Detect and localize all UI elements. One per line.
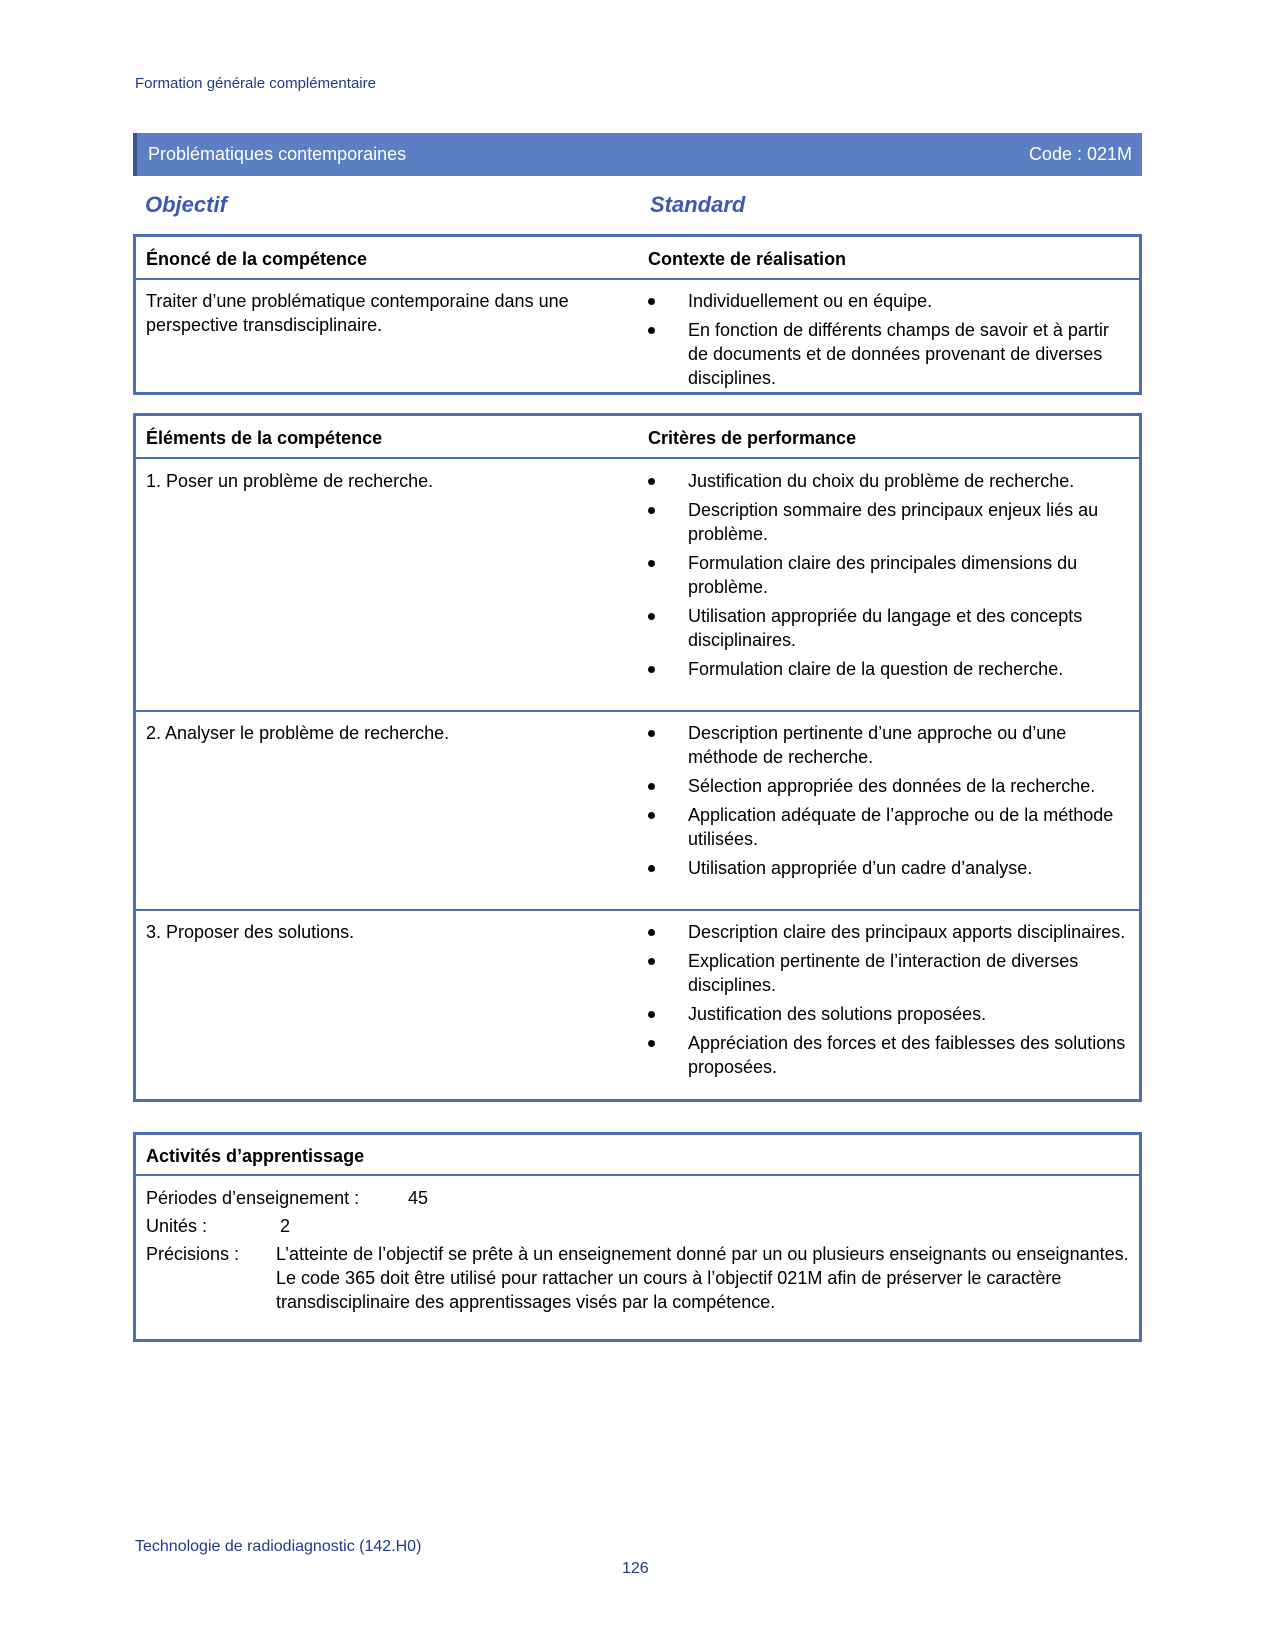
criterion-item: Application adéquate de l’approche ou de la méthode utilisées. [648,803,1128,851]
criterion-item: Justification du choix du problème de recherche. [648,469,1128,493]
bullet-icon [648,1040,655,1047]
bullet-icon [648,1011,655,1018]
context-list [648,289,1128,395]
objective-label: Objectif [145,192,227,217]
criteria-header: Critères de performance [648,428,857,448]
element-label: 1. Poser un problème de recherche. [146,471,434,491]
element-row-3 [136,909,1139,1101]
elements-header: Éléments de la compétence [146,428,383,448]
periods-value: 45 [408,1188,429,1208]
element-row-2 [136,710,1139,909]
criterion-item: Formulation claire de la question de recherche. [648,657,1128,681]
bullet-icon [648,783,655,790]
bullet-icon [648,812,655,819]
statement-header: Énoncé de la compétence [146,249,368,269]
course-code: Code : 021M [1028,144,1132,164]
competence-statement: Traiter d’une problématique contemporaine dans une perspective transdisciplinaire. [146,291,569,335]
criterion-item: Utilisation appropriée d’un cadre d’analyse. [648,856,1128,880]
competence-row [136,280,1139,394]
criterion-item: Utilisation appropriée du langage et des concepts disciplinaires. [648,604,1128,652]
activities-body [136,1176,1139,1342]
activities-header: Activités d’apprentissage [146,1146,365,1166]
criteria-list [648,920,1128,1084]
criterion-item: Appréciation des forces et des faiblesses des solutions proposées. [648,1031,1128,1079]
bullet-icon [648,507,655,514]
bullet-icon [648,865,655,872]
course-title: Problématiques contemporaines [148,144,407,164]
criterion-item: Formulation claire des principales dimensions du problème. [648,551,1128,599]
criterion-item: Description pertinente d’une approche ou d’une méthode de recherche. [648,721,1128,769]
criteria-list [648,469,1128,686]
criterion-item: Sélection appropriée des données de la recherche. [648,774,1128,798]
element-label: 2. Analyser le problème de recherche. [146,723,450,743]
activities-box-header [136,1135,1139,1176]
periods-label: Périodes d’enseignement : [146,1188,360,1208]
elements-box [133,413,1142,1102]
precisions-text [276,1242,1136,1314]
criterion-item: Explication pertinente de l’interaction de diverses disciplines. [648,949,1128,997]
precisions-label: Précisions : [146,1244,240,1264]
context-item: En fonction de différents champs de savoir et à partir de documents et de données provenant de diverses disciplines. [648,318,1128,390]
bullet-icon [648,666,655,673]
criterion-item: Justification des solutions proposées. [648,1002,1128,1026]
competence-box [133,234,1142,395]
criterion-item: Description claire des principaux apports disciplinaires. [648,920,1128,944]
bullet-icon [648,560,655,567]
course-title-bar [133,133,1142,176]
element-row-1 [136,459,1139,710]
bullet-icon [648,929,655,936]
bullet-icon [648,478,655,485]
page-number: 126 [622,1560,649,1577]
page-header: Formation générale complémentaire [135,75,376,92]
precisions-paragraph: Le code 365 doit être utilisé pour rattacher un cours à l’objectif 021M afin de préserver le caractère transdisciplinaire des apprentissages visés par la compétence. [276,1268,1062,1312]
criterion-item: Description sommaire des principaux enjeux liés au problème. [648,498,1128,546]
units-value: 2 [280,1216,291,1236]
element-label: 3. Proposer des solutions. [146,922,355,942]
context-item: Individuellement ou en équipe. [648,289,1128,313]
bullet-icon [648,298,655,305]
bullet-icon [648,730,655,737]
bullet-icon [648,613,655,620]
precisions-paragraph: L’atteinte de l’objectif se prête à un enseignement donné par un ou plusieurs enseignants ou enseignantes. [276,1244,1129,1264]
objective-standard-row [145,192,765,220]
activities-box [133,1132,1142,1342]
bullet-icon [648,958,655,965]
criteria-list [648,721,1128,885]
elements-box-header [136,416,1139,459]
competence-box-header [136,237,1139,280]
bullet-icon [648,327,655,334]
units-label: Unités : [146,1216,208,1236]
footer-program: Technologie de radiodiagnostic (142.H0) [135,1538,422,1555]
context-header: Contexte de réalisation [648,249,847,269]
standard-label: Standard [650,192,746,217]
